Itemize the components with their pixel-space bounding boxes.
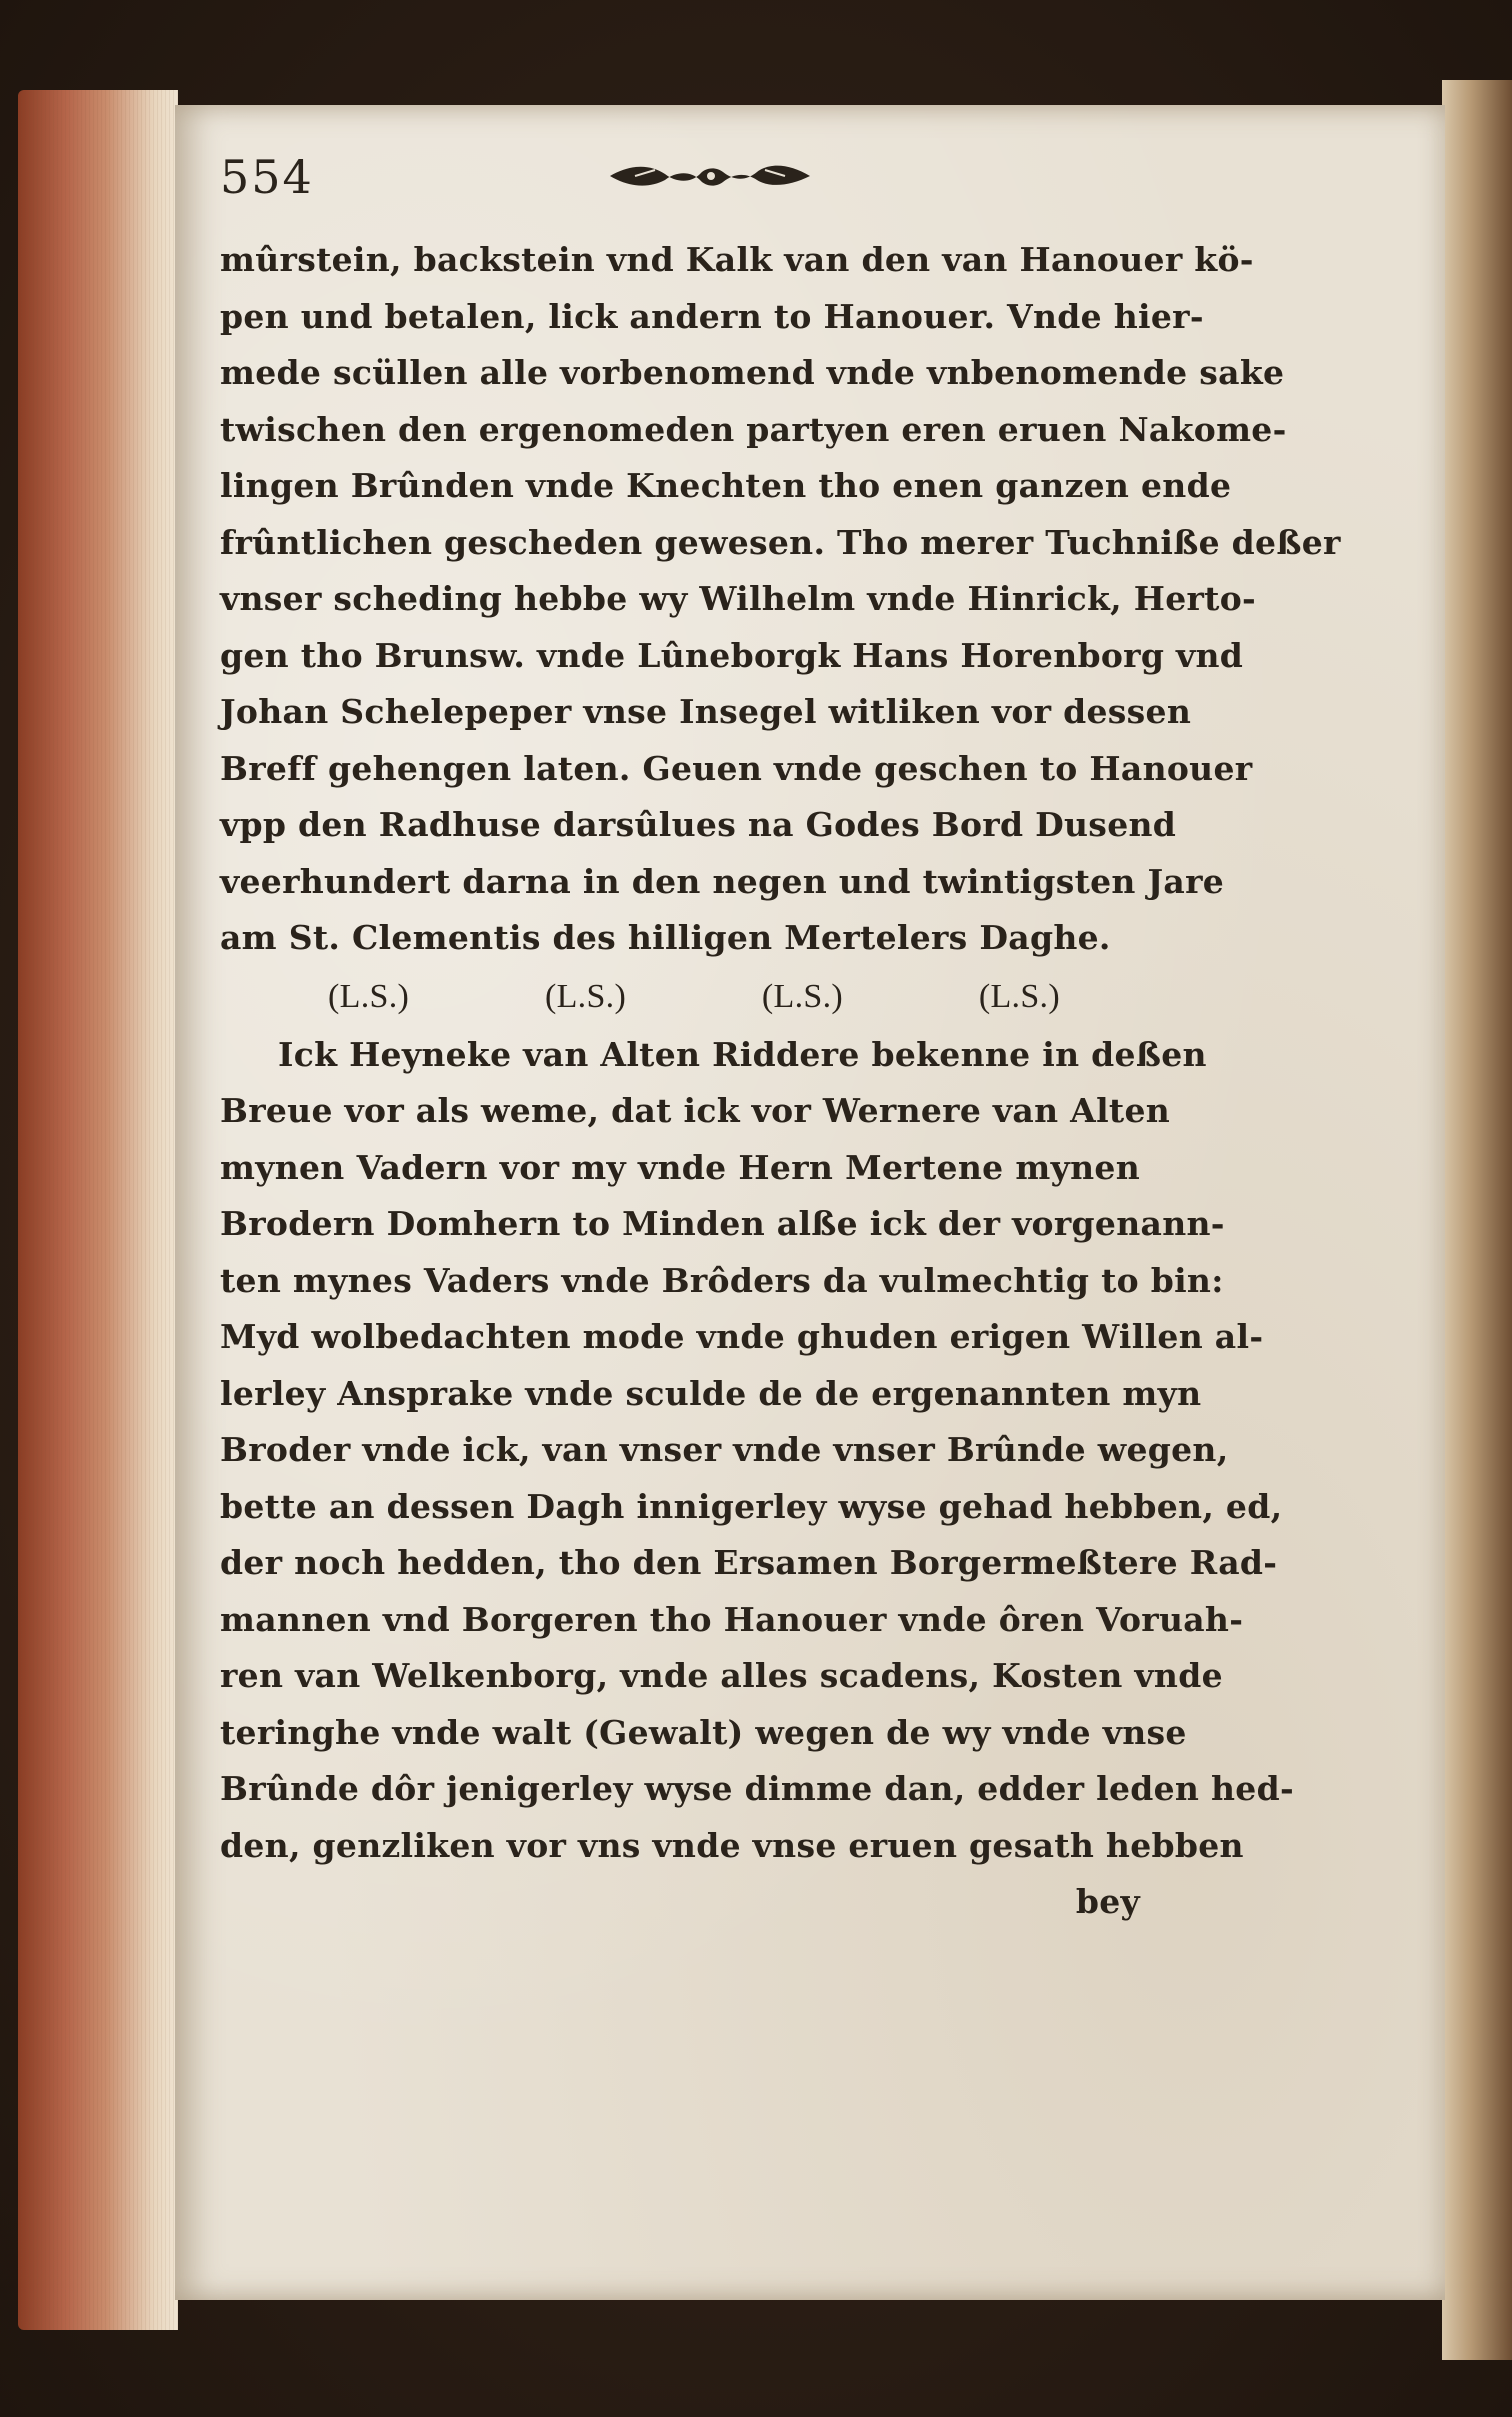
text-line: ren van Welkenborg, vnde alles scadens, Kosten vnde — [220, 1656, 1223, 1695]
text-line: mannen vnd Borgeren tho Hanouer vnde ôren Voruah- — [220, 1599, 1244, 1639]
catchword: bey — [1075, 1882, 1140, 1921]
text-line: Breff gehengen laten. Geuen vnde geschen to Hanouer — [220, 748, 1253, 788]
text-line: vpp den Radhuse darsûlues na Godes Bord Dusend — [220, 805, 1177, 844]
text-line: Brûnde dôr jenigerley wyse dimme dan, edder leden hed- — [220, 1769, 1294, 1808]
seal-marker: (L.S.) — [978, 977, 1060, 1015]
text-line: veerhundert darna in den negen und twintigsten Jare — [220, 861, 1225, 901]
seal-marker: (L.S.) — [328, 977, 410, 1015]
seal-markers — [220, 967, 1140, 1027]
text-line: mûrstein, backstein vnd Kalk van den van Hanouer kö- — [220, 240, 1254, 279]
seal-marker: (L.S.) — [761, 977, 844, 1015]
text-line: Ick Heyneke van Alten Riddere bekenne in deßen — [278, 1034, 1207, 1074]
text-line: lingen Brûnden vnde Knechten tho enen ganzen ende — [220, 466, 1232, 505]
text-line: Johan Schelepeper vnse Insegel witliken vor dessen — [220, 692, 1192, 731]
page-header — [220, 150, 1020, 230]
text-line: bette an dessen Dagh innigerley wyse gehad hebben, ed, — [220, 1486, 1283, 1526]
page-number: 554 — [220, 150, 314, 204]
text-line: teringhe vnde walt (Gewalt) wegen de wy vnde vnse — [220, 1712, 1187, 1752]
text-line: pen und betalen, lick andern to Hanouer. Vnde hier- — [220, 296, 1204, 336]
text-line: Myd wolbedachten mode vnde ghuden erigen Willen al- — [220, 1317, 1264, 1356]
page-stack-edge — [18, 90, 178, 2330]
ornament-vignette-icon — [605, 156, 815, 196]
right-book-edge — [1442, 80, 1512, 2360]
text-line: twischen den ergenomeden partyen eren eruen Nakome- — [220, 409, 1287, 449]
text-line: gen tho Brunsw. vnde Lûneborgk Hans Horenborg vnd — [220, 635, 1244, 675]
text-line: lerley Ansprake vnde sculde de de ergenannten myn — [220, 1373, 1202, 1413]
text-line: vnser scheding hebbe wy Wilhelm vnde Hinrick, Herto- — [220, 579, 1257, 618]
text-line: ten mynes Vaders vnde Brôders da vulmechtig to bin: — [220, 1260, 1224, 1300]
text-line: Breue vor als weme, dat ick vor Wernere van Alten — [220, 1091, 1171, 1130]
text-line: Broder vnde ick, van vnser vnde vnser Brûnde wegen, — [220, 1430, 1229, 1469]
text-line: am St. Clementis des hilligen Mertelers Daghe. — [220, 918, 1111, 957]
text-line: den, genzliken vor vns vnde vnse eruen gesath hebben — [220, 1825, 1244, 1865]
text-line: Brodern Domhern to Minden alße ick der vorgenann- — [220, 1204, 1225, 1243]
text-line: mynen Vadern vor my vnde Hern Mertene mynen — [220, 1147, 1140, 1187]
seal-marker: (L.S.) — [544, 977, 627, 1015]
text-line: mede scüllen alle vorbenomend vnde vnbenomende sake — [220, 353, 1285, 392]
page-body-text — [220, 232, 1341, 1930]
text-line: der noch hedden, tho den Ersamen Borgermeßtere Rad- — [220, 1543, 1278, 1582]
text-line: frûntlichen gescheden gewesen. Tho merer Tuchniße deßer — [220, 522, 1341, 562]
